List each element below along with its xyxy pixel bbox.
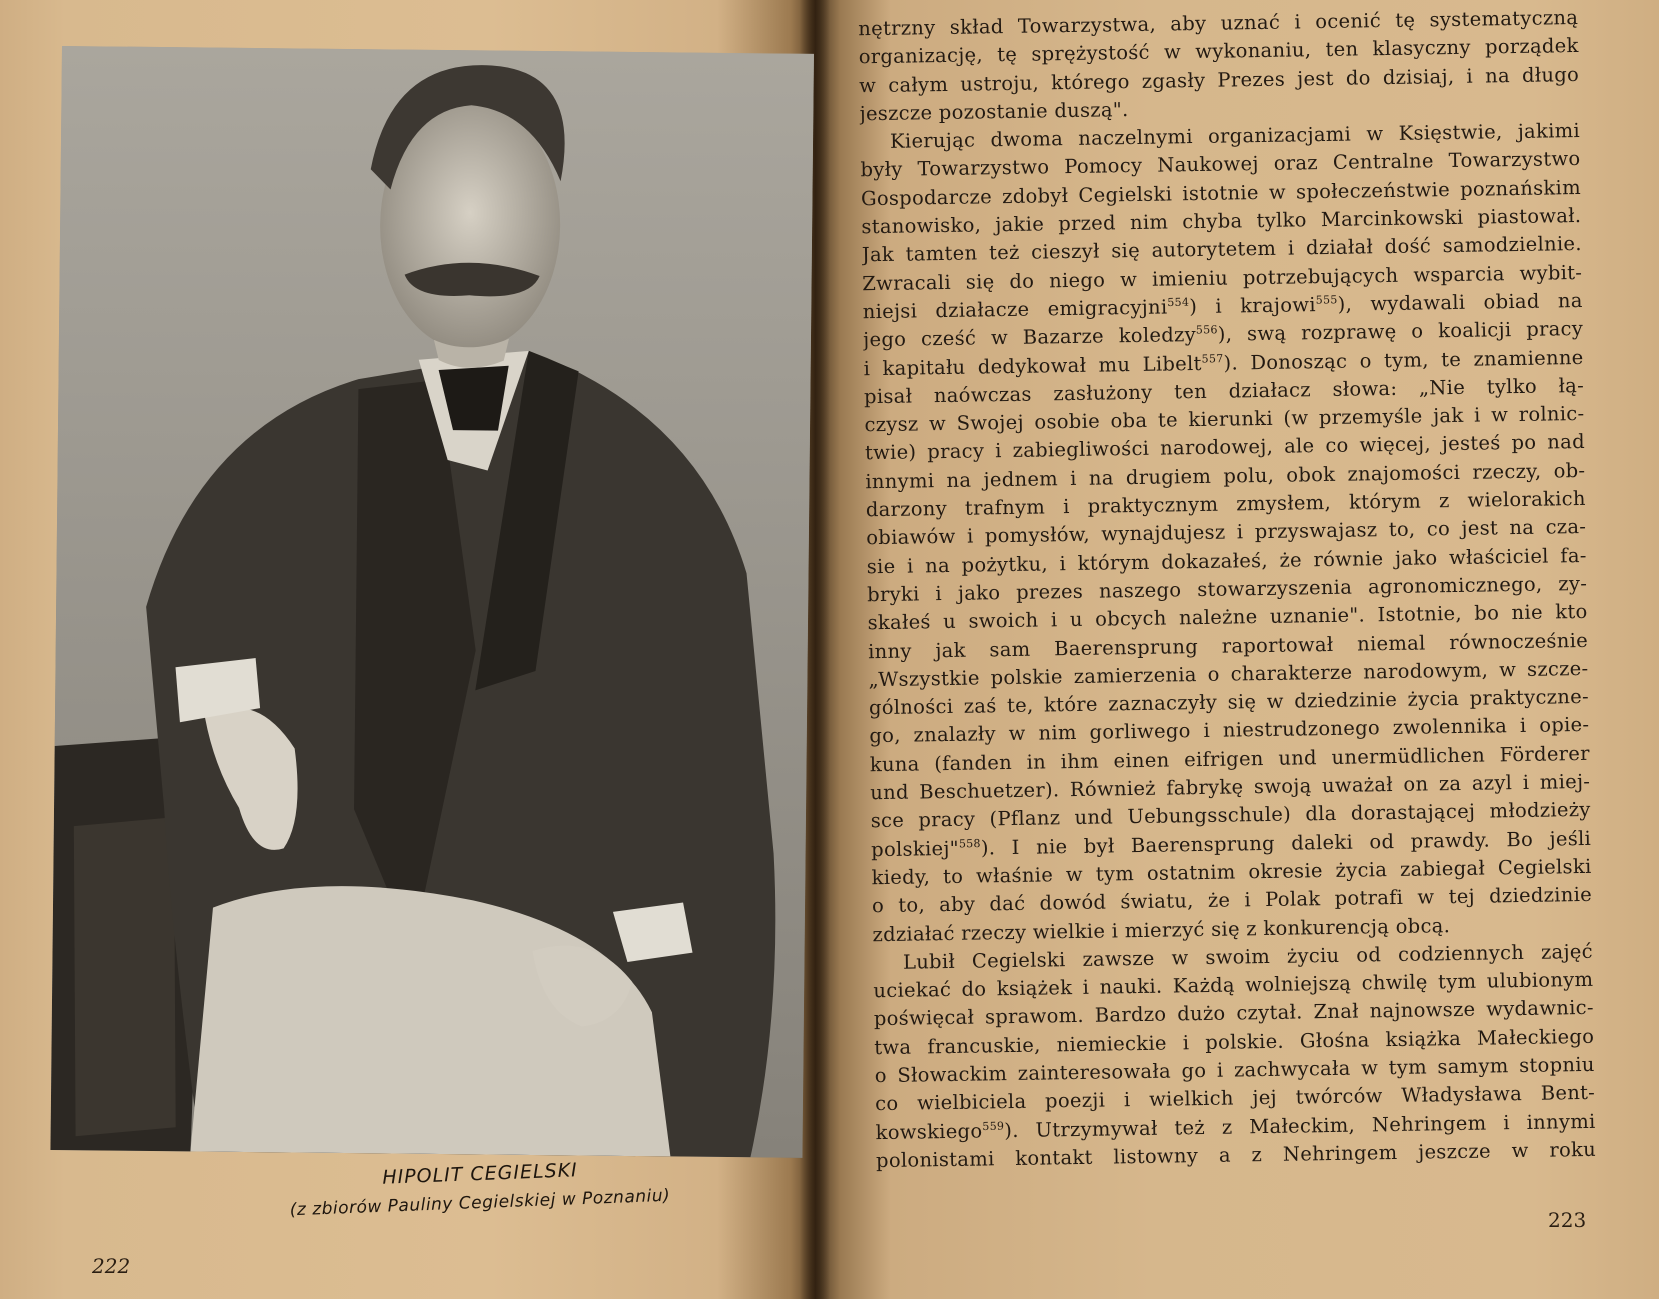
text-line-content: Kierując dwoma naczelnymi organizacjami w Księstwie, jakimi: [889, 119, 1581, 154]
text-line-content: organizację, tę sprężystość w wykonaniu, ten klasyczny porządek: [858, 34, 1579, 69]
photo-caption-source: (z zbiorów Pauliny Cegielskiej w Poznaniu): [289, 1185, 671, 1221]
text-line-content: ). Donosząc o tym, te znamienne: [1223, 345, 1584, 375]
text-line-content: ) i krajowi: [1189, 293, 1316, 319]
portrait-photo: [50, 46, 814, 1158]
text-line-content: Zwracali się do niego w imieniu potrzebujących wsparcia wybit-: [862, 260, 1583, 295]
page-number-left: 222: [92, 1254, 131, 1278]
text-line-content: sie i na pożytku, i którym dokazałeś, że równie jako właściciel fa-: [866, 543, 1587, 578]
text-line-content: polonistami kontakt listowny a z Nehringem jeszcze w roku: [875, 1137, 1597, 1173]
body-text-column: [858, 4, 1597, 1215]
footnote-ref: 559: [982, 1119, 1005, 1133]
text-line-content: ). I nie był Baerensprung daleki od prawdy. Bo jeśli: [980, 826, 1592, 860]
text-line-content: ), swą rozprawę o koalicji pracy: [1217, 317, 1584, 346]
page-number-right: 223: [1548, 1208, 1587, 1232]
text-line-content: bryki i jako prezes naszego stowarzyszenia agronomicznego, zy-: [867, 571, 1588, 607]
text-line-content: jeszcze pozostanie duszą".: [859, 97, 1129, 126]
text-line-content: poświęcał sprawom. Bardzo dużo czytał. Znał najnowsze wydawnic-: [873, 996, 1594, 1031]
text-line-content: kuna (fanden in ihm einen eifrigen und unermüdlichen Förderer: [869, 741, 1590, 776]
text-line-content: stanowisko, jakie przed nim chyba tylko Marcinkowski piastował.: [861, 204, 1582, 239]
text-line-content: Jak tamten też cieszył się autorytetem i działał dość samodzielnie.: [861, 232, 1582, 267]
text-line-content: Lubił Cegielski zawsze w swoim życiu od codziennych zajęć: [902, 939, 1594, 974]
text-line-content: uciekać do książek i nauki. Każdą wolniejszą chwilę tym ulubionym: [873, 967, 1594, 1003]
text-line-content: twie) pracy i zabiegliwości narodowej, ale co więcej, jesteś po nad: [864, 430, 1586, 465]
text-line-content: inny jak sam Baerensprung raportował niemal równocześnie: [867, 628, 1589, 663]
text-line-content: sce pracy (Pflanz und Uebungsschule) dla dorastającej młodzieży: [870, 798, 1591, 833]
text-line-content: zdziałać rzeczy wielkie i mierzyć się z konkurencją obcą.: [872, 913, 1451, 946]
text-line-content: darzony trafnym i praktycznym zmysłem, którym z wielorakich: [865, 486, 1586, 522]
text-line-content: gólności zaś te, które zaznaczyły się w dziedzinie życia praktyczne-: [868, 685, 1590, 720]
photo-caption-title: HIPOLIT CEGIELSKI: [381, 1159, 579, 1189]
footnote-ref: 558: [958, 836, 981, 850]
text-line-content: ). Utrzymywał też z Małeckim, Nehringem i innymi: [1004, 1109, 1596, 1142]
text-line-content: pisał naówczas zasłużony ten działacz słowa: „Nie tylko łą-: [863, 373, 1585, 409]
portrait-illustration: [50, 46, 814, 1158]
footnote-ref: 555: [1315, 293, 1338, 307]
text-line-content: co wielbiciela poezji i wielkich jej twórców Władysława Bent-: [875, 1081, 1596, 1116]
text-line-content: w całym ustroju, którego zgasły Prezes jest do dzisiaj, i na długo: [859, 62, 1580, 97]
text-line-content: obiawów i pomysłów, wynajdujesz i przyswajasz to, co jest na cza-: [866, 515, 1587, 550]
text-line-content: niejsi działacze emigracyjni: [862, 295, 1168, 324]
text-line-content: o to, aby dać dowód światu, że i Polak potrafi w tej dziedzinie: [871, 883, 1593, 918]
text-line-content: ), wydawali obiad na: [1337, 288, 1583, 316]
text-line-content: nętrzny skład Towarzystwa, aby uznać i ocenić tę systematyczną: [858, 5, 1579, 41]
text-line-content: twa francuskie, niemieckie i polskie. Głośna książka Małeckiego: [874, 1024, 1595, 1059]
footnote-ref: 557: [1201, 351, 1224, 366]
footnote-ref: 556: [1195, 323, 1218, 337]
text-line-content: i kapitału dedykował mu Libelt: [863, 351, 1202, 380]
text-line-content: kowskiego: [875, 1119, 983, 1144]
text-line-content: „Wszystkie polskie zamierzenia o charakterze narodowym, w szcze-: [868, 656, 1589, 692]
footnote-ref: 554: [1167, 295, 1190, 309]
text-line-content: polskiej": [871, 836, 960, 861]
text-line-content: jego cześć w Bazarze koledzy: [863, 323, 1197, 352]
text-line-content: czysz w Swojej osobie oba te kierunki (w przemyśle jak i w rolnic-: [864, 402, 1585, 437]
text-line-content: go, znalazły w nim gorliwego i niestrudzonego zwolennika i opie-: [869, 713, 1590, 748]
text-line-content: kiedy, to właśnie w tym ostatnim okresie życia zabiegał Cegielski: [871, 854, 1592, 890]
text-line-content: były Towarzystwo Pomocy Naukowej oraz Centralne Towarzystwo: [860, 147, 1581, 182]
text-line-content: skałeś u swoich i u obcych należne uznanie". Istotnie, bo nie kto: [867, 600, 1588, 635]
text-line-content: Gospodarcze zdobył Cegielski istotnie w społeczeństwie poznańskim: [860, 175, 1582, 211]
text-line-content: o Słowackim zainteresowała go i zachwycała w tym samym stopniu: [874, 1052, 1595, 1088]
text-line-content: und Beschuetzer). Również fabrykę swoją uważał on za azyl i miej-: [870, 769, 1591, 805]
text-line-content: innymi na jednem i na drugiem polu, obok znajomości rzeczy, ob-: [865, 458, 1586, 494]
